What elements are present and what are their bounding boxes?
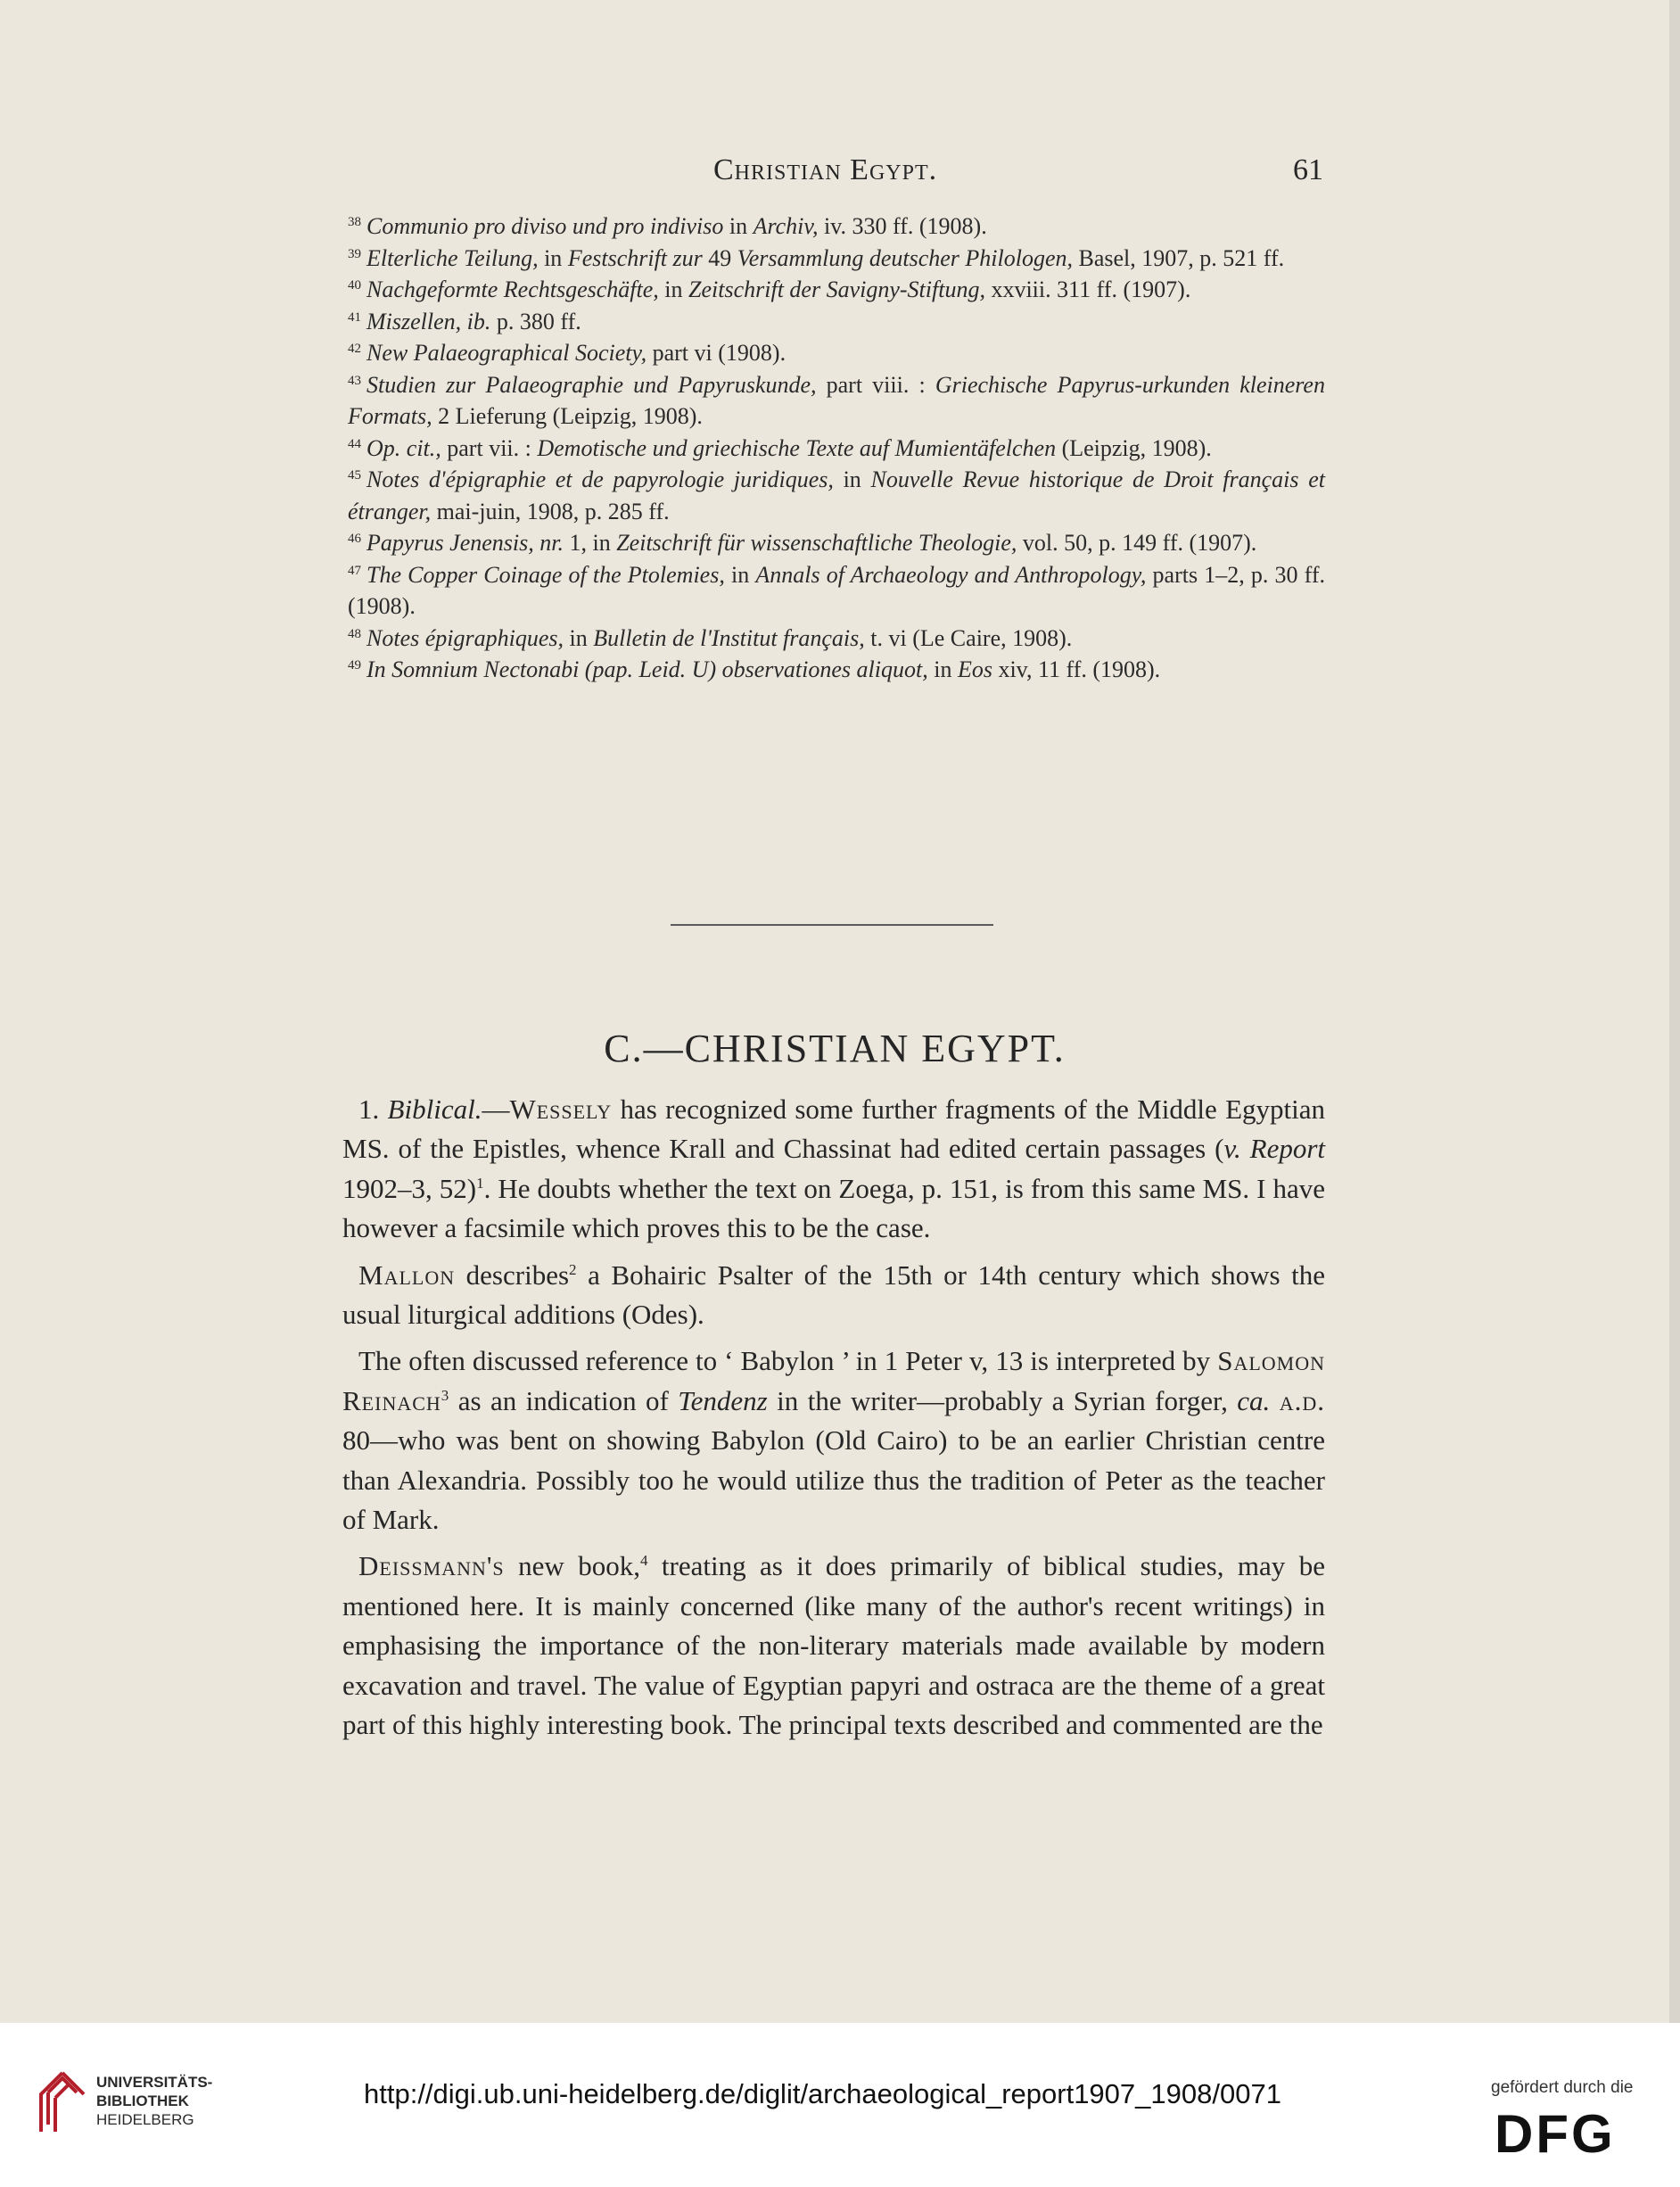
footnote-number: 48 (348, 626, 361, 641)
text-run: 49 (702, 244, 737, 271)
library-logo-icon (36, 2067, 89, 2137)
italic-text: In Somnium Nectonabi (pap. Leid. U) observationes aliquot, (366, 656, 928, 682)
author-name: Salomon Reinach (342, 1345, 1325, 1416)
italic-text: Notes d'épigraphie et de papyrologie juridiques, (366, 466, 834, 492)
text-run: new book, (504, 1550, 640, 1582)
text-run: as an indication of (449, 1384, 679, 1416)
text-run: in (927, 656, 958, 682)
text-run: in (833, 466, 871, 492)
text-run: t. vi (Le Caire, 1908). (864, 624, 1073, 651)
footnote-number: 43 (348, 373, 361, 388)
running-header (0, 153, 1669, 194)
italic-text: Communio pro diviso und pro indiviso (366, 213, 724, 239)
text-run: xxviii. 311 ff. (1907). (984, 276, 1191, 302)
footnote (348, 243, 1325, 275)
library-logo (36, 2067, 223, 2139)
footnote (348, 654, 1325, 686)
italic-text: Nachgeformte Rechtsgeschäfte, (366, 276, 659, 302)
italic-text: Papyrus Jenensis, nr. (366, 530, 564, 556)
footnote-number: 40 (348, 278, 361, 293)
footnote (348, 274, 1325, 306)
italic-text: Elterliche Teilung, (366, 244, 539, 271)
text-run: 1, in (563, 530, 617, 556)
text-run: 1. (358, 1094, 388, 1125)
italic-text: Festschrift zur (567, 244, 703, 271)
paragraph (342, 1547, 1325, 1745)
italic-text: Eos (957, 656, 992, 682)
text-run (1270, 1385, 1279, 1416)
italic-text: New Palaeographical Society, (366, 340, 647, 366)
author-name: a.d. (1279, 1384, 1325, 1416)
footnote-number: 42 (348, 342, 361, 356)
library-name-line: BIBLIOTHEK (96, 2092, 189, 2109)
text-run: in the writer—probably a Syrian forger, (767, 1384, 1238, 1416)
footnote (348, 527, 1325, 559)
footnote (348, 369, 1325, 433)
paragraph (342, 1341, 1325, 1539)
italic-text: Biblical. (387, 1094, 482, 1125)
author-name: Deissmann's (358, 1550, 505, 1582)
text-run: part vi (1908). (646, 340, 786, 366)
text-run: part vii. : (441, 434, 538, 461)
text-run: Basel, 1907, p. 521 ff. (1073, 244, 1285, 271)
footnote-number: 47 (348, 563, 361, 578)
footnote (348, 337, 1325, 369)
library-name (96, 2073, 212, 2129)
italic-text: Tendenz (678, 1384, 768, 1416)
footnote-ref: 3 (441, 1386, 449, 1404)
footnote-ref: 2 (569, 1260, 577, 1278)
library-name-line: UNIVERSITÄTS- (96, 2074, 213, 2091)
italic-text: Zeitschrift für wissenschaftliche Theologie, (616, 530, 1017, 556)
text-run: 1902–3, 52) (342, 1172, 477, 1204)
italic-text: The Copper Coinage of the Ptolemies, (366, 561, 725, 588)
footnote-ref: 4 (639, 1552, 648, 1570)
italic-text: v. Report (1223, 1133, 1326, 1165)
text-run: in (723, 213, 754, 239)
text-run: in (724, 561, 756, 588)
italic-text: Zeitschrift der Savigny-Stiftung, (688, 276, 985, 302)
footnote-number: 46 (348, 532, 361, 546)
footnote (348, 623, 1325, 655)
text-run: part viii. : (816, 371, 935, 398)
text-run: has recognized some further fragments of the Middle Egyptian MS. of the Epistles, whence Krall and Chassinat had edited certain passages ( (342, 1094, 1325, 1165)
footnote (348, 559, 1325, 623)
text-run: — (482, 1094, 510, 1125)
text-run: a Bohairic Psalter of the 15th or 14th century which shows the usual liturgical additions (Odes). (342, 1259, 1325, 1331)
text-run: (Leipzig, 1908). (1056, 434, 1212, 461)
footnote-ref: 1 (476, 1174, 484, 1192)
text-run: treating as it does primarily of biblical studies, may be mentioned here. It is mainly concerned (like many of the author's recent writings) in emphasising the importance of the non-literary materials made available by modern excavation and travel. The value of Egyptian papyri and ostraca are the theme of a great part of this highly interesting book. The principal texts described and commented are the (342, 1550, 1325, 1741)
footnote (348, 433, 1325, 465)
page-number: 61 (1293, 153, 1323, 186)
footnote-number: 39 (348, 246, 361, 261)
library-name-line: HEIDELBERG (96, 2111, 194, 2128)
italic-text: Bulletin de l'Institut français, (593, 624, 865, 651)
italic-text: Archiv, (753, 213, 819, 239)
text-run: parts 1–2, p. 30 ff. (1908). (348, 561, 1325, 619)
paragraph (342, 1090, 1325, 1249)
section-divider (671, 924, 993, 926)
footnote (348, 464, 1325, 527)
footnote (348, 306, 1325, 338)
italic-text: Annals of Archaeology and Anthropology, (755, 561, 1147, 588)
text-run: 2 Lieferung (Leipzig, 1908). (432, 403, 703, 429)
footnotes (348, 210, 1325, 686)
text-run: in (564, 624, 594, 651)
text-run: in (658, 276, 689, 302)
permalink-url[interactable]: http://digi.ub.uni-heidelberg.de/diglit/archaeological_report1907_1908/0071 (364, 2078, 1281, 2109)
text-run: 80—who was bent on showing Babylon (Old Cairo) to be an earlier Christian centre than Alexandria. Possibly too he would utilize thus the tradition of Peter as the teacher of Mark. (342, 1424, 1325, 1536)
footnote-number: 44 (348, 436, 361, 451)
section-title: C.—CHRISTIAN EGYPT. (604, 1027, 1066, 1070)
text-run: mai-juin, 1908, p. 285 ff. (431, 498, 670, 524)
paragraph (342, 1256, 1325, 1335)
running-title: Christian Egypt. (713, 153, 938, 186)
footnote-number: 38 (348, 215, 361, 229)
text-run: The often discussed reference to ‘ Babylon ’ in 1 Peter v, 13 is interpreted by (358, 1345, 1218, 1377)
text-run: vol. 50, p. 149 ff. (1907). (1017, 530, 1257, 556)
text-run: in (538, 244, 568, 271)
italic-text: Miszellen, ib. (366, 308, 491, 334)
footnote-number: 41 (348, 309, 361, 325)
italic-text: Op. cit., (366, 434, 441, 461)
italic-text: Studien zur Palaeographie und Papyruskunde, (366, 371, 817, 398)
italic-text: Versammlung deutscher Philologen, (737, 244, 1073, 271)
author-name: Mallon (358, 1259, 456, 1291)
footnote (348, 210, 1325, 243)
text-run: iv. 330 ff. (1908). (818, 213, 987, 239)
text-run: p. 380 ff. (490, 308, 581, 334)
body-text (342, 1090, 1325, 1745)
italic-text: Griechische Papyrus-urkunden kleineren Formats, (348, 371, 1325, 429)
author-name: Wessely (509, 1094, 613, 1125)
text-run: . He doubts whether the text on Zoega, p. 151, is from this same MS. I have however a facsimile which proves this to be the case. (342, 1172, 1326, 1244)
dfg-logo: DFG (1495, 2104, 1616, 2164)
funded-by-label: gefördert durch die (1491, 2078, 1634, 2097)
footnote-number: 45 (348, 468, 361, 483)
text-run: xiv, 11 ff. (1908). (992, 656, 1161, 682)
text-run: describes (455, 1259, 570, 1291)
italic-text: ca. (1237, 1384, 1271, 1416)
italic-text: Notes épigraphiques, (366, 624, 564, 651)
italic-text: Nouvelle Revue historique de Droit français et étranger, (348, 466, 1325, 524)
italic-text: Demotische und griechische Texte auf Mumientäfelchen (537, 434, 1057, 461)
footnote-number: 49 (348, 658, 361, 673)
